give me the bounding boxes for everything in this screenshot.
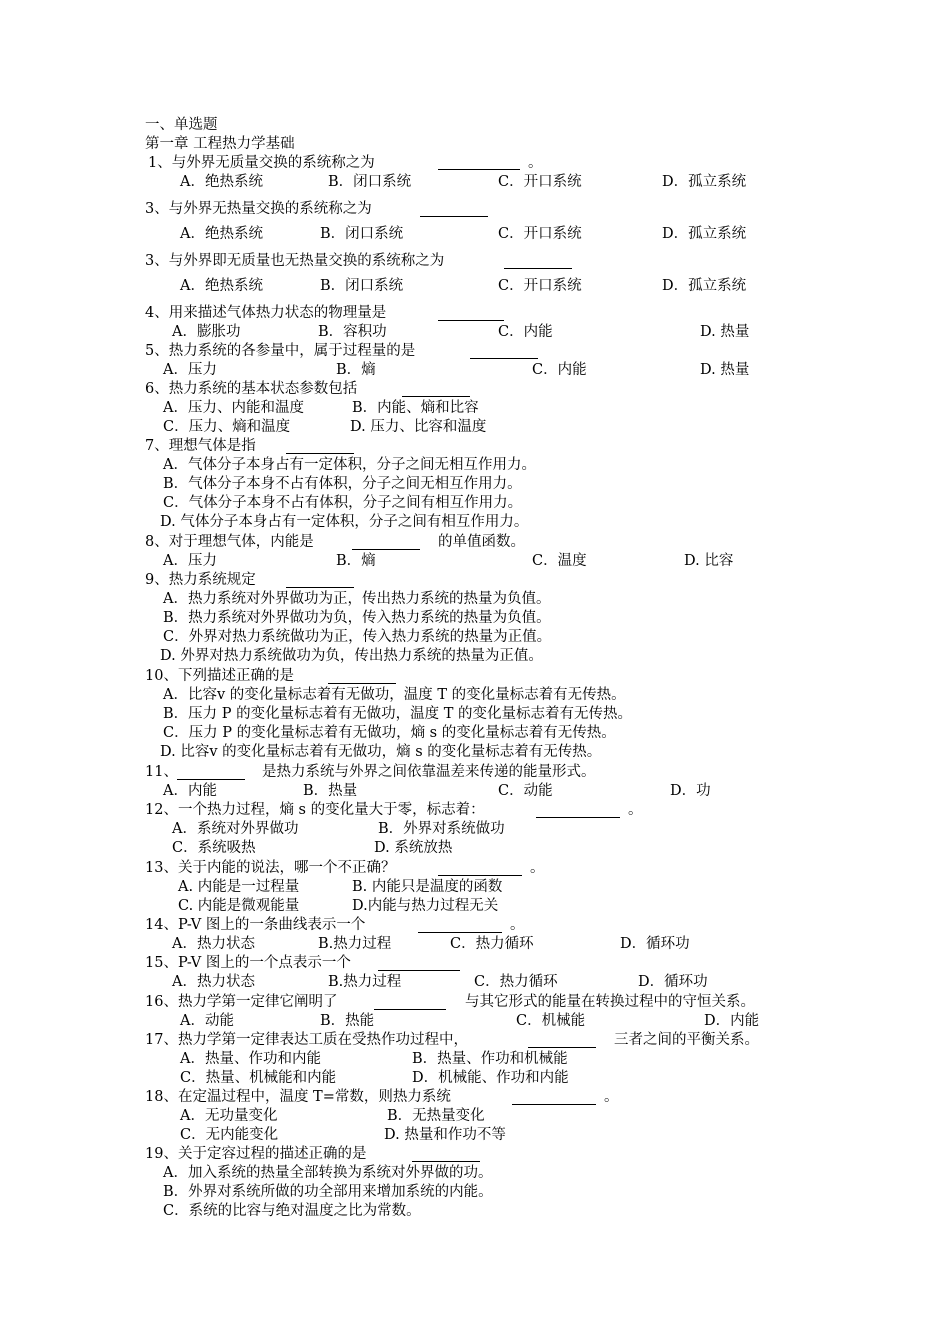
option-c: C．系统吸热 [172, 840, 256, 856]
option-c: C．气体分子本身不占有体积，分子之间有相互作用力。 [163, 495, 523, 511]
option-d: D. 压力、比容和温度 [350, 419, 487, 435]
option-d: D.内能与热力过程无关 [352, 898, 499, 914]
answer-blank [374, 1008, 446, 1010]
question-11-stem: 11、 [145, 764, 178, 780]
option-a: A．系统对外界做功 [172, 821, 299, 837]
option-a: A．无功量变化 [180, 1108, 278, 1124]
answer-blank [536, 816, 620, 818]
option-d: D．功 [670, 783, 711, 799]
option-c: C. 内能是微观能量 [178, 898, 300, 914]
option-b: B．闭口系统 [328, 174, 412, 190]
question-10-stem: 10、下列描述正确的是 [145, 668, 294, 684]
question-1-tail: 。 [528, 155, 543, 171]
option-d: D. 热量 [700, 324, 750, 340]
question-2-stem: 3、与外界无热量交换的系统称之为 [145, 201, 372, 217]
option-a: A．绝热系统 [180, 174, 263, 190]
option-d: D. 热量和作功不等 [384, 1127, 506, 1143]
option-b: B．外界对系统所做的功全部用来增加系统的内能。 [163, 1184, 493, 1200]
option-d: D. 比容 [684, 553, 734, 569]
question-3-stem: 3、与外界即无质量也无热量交换的系统称之为 [145, 253, 445, 269]
question-18-stem: 18、在定温过程中，温度 T=常数，则热力系统 [145, 1089, 451, 1105]
question-14-tail: 。 [510, 917, 525, 933]
option-b: B．热量 [303, 783, 358, 799]
answer-blank [438, 168, 520, 170]
option-d: D．孤立系统 [662, 226, 747, 242]
answer-blank [420, 215, 488, 217]
option-a: A．压力 [163, 553, 217, 569]
question-1-stem: 1、与外界无质量交换的系统称之为 [148, 155, 375, 171]
chapter-title: 第一章 工程热力学基础 [145, 136, 295, 152]
question-12-stem: 12、一个热力过程，熵 s 的变化量大于零，标志着： [145, 802, 485, 818]
option-d: D. 外界对热力系统做功为负，传出热力系统的热量为正值。 [160, 648, 543, 664]
option-c: C．热力循环 [450, 936, 534, 952]
option-d: D. 系统放热 [374, 840, 453, 856]
option-c: C．机械能 [516, 1013, 586, 1029]
answer-blank [286, 452, 354, 454]
question-4-stem: 4、用来描述气体热力状态的物理量是 [145, 305, 387, 321]
option-b: B．内能、熵和比容 [352, 400, 479, 416]
option-a: A．内能 [163, 783, 217, 799]
question-14-stem: 14、P-V 图上的一条曲线表示一个 [145, 917, 366, 933]
question-13-stem: 13、关于内能的说法，哪一个不正确？ [145, 860, 396, 876]
answer-blank [402, 395, 470, 397]
option-a: A．压力 [163, 362, 217, 378]
option-c: C．温度 [532, 553, 587, 569]
question-13-tail: 。 [530, 860, 545, 876]
option-c: C．开口系统 [498, 174, 582, 190]
option-a: A．绝热系统 [180, 278, 263, 294]
question-19-stem: 19、关于定容过程的描述正确的是 [145, 1146, 367, 1162]
option-a: A．热力状态 [172, 936, 255, 952]
option-c: C．压力 P 的变化量标志着有无做功，熵 s 的变化量标志着有无传热。 [163, 725, 616, 741]
option-c: C．内能 [532, 362, 587, 378]
question-17-stem: 17、热力学第一定律表达工质在受热作功过程中， [145, 1032, 468, 1048]
option-d: D．孤立系统 [662, 174, 747, 190]
option-a: A．比容v 的变化量标志着有无做功，温度 T 的变化量标志着有无传热。 [163, 687, 626, 703]
option-a: A．气体分子本身占有一定体积，分子之间无相互作用力。 [163, 457, 536, 473]
option-b: B．压力 P 的变化量标志着有无做功，温度 T 的变化量标志着有无传热。 [163, 706, 633, 722]
option-a: A．热力系统对外界做功为正，传出热力系统的热量为负值。 [163, 591, 551, 607]
option-a: A．绝热系统 [180, 226, 263, 242]
option-c: C．开口系统 [498, 278, 582, 294]
option-b: B．容积功 [318, 324, 387, 340]
option-a: A．热量、作功和内能 [180, 1051, 321, 1067]
option-c: C．外界对热力系统做功为正，传入热力系统的热量为正值。 [163, 629, 552, 645]
option-a: A．加入系统的热量全部转换为系统对外界做的功。 [163, 1165, 493, 1181]
answer-blank [470, 357, 538, 359]
option-c: C．热力循环 [474, 974, 558, 990]
answer-blank [438, 319, 504, 321]
question-16-stem: 16、热力学第一定律它阐明了 [145, 994, 338, 1010]
option-a: A．压力、内能和温度 [163, 400, 304, 416]
answer-blank [438, 874, 522, 876]
option-b: B.热力过程 [328, 974, 402, 990]
question-6-stem: 6、热力系统的基本状态参数包括 [145, 381, 358, 397]
option-c: C．系统的比容与绝对温度之比为常数。 [163, 1203, 421, 1219]
option-c: C．无内能变化 [180, 1127, 279, 1143]
answer-blank [412, 1160, 480, 1162]
option-b: B．热能 [320, 1013, 375, 1029]
option-d: D. 气体分子本身占有一定体积，分子之间有相互作用力。 [160, 514, 529, 530]
option-b: B．无热量变化 [387, 1108, 485, 1124]
option-b: B.热力过程 [318, 936, 392, 952]
question-18-tail: 。 [604, 1089, 619, 1105]
section-title: 一、单选题 [145, 117, 218, 133]
answer-blank [328, 682, 396, 684]
question-17-tail: 三者之间的平衡关系。 [614, 1032, 759, 1048]
option-c: C．热量、机械能和内能 [180, 1070, 337, 1086]
answer-blank [418, 931, 502, 933]
option-a: A．膨胀功 [172, 324, 241, 340]
option-d: D．机械能、作功和内能 [412, 1070, 569, 1086]
question-12-tail: 。 [628, 802, 643, 818]
option-b: B．闭口系统 [320, 226, 404, 242]
answer-blank [286, 586, 354, 588]
option-c: C．动能 [498, 783, 553, 799]
option-b: B．气体分子本身不占有体积，分子之间无相互作用力。 [163, 476, 522, 492]
option-a: A．热力状态 [172, 974, 255, 990]
option-b: B．热量、作功和机械能 [412, 1051, 568, 1067]
option-b: B．熵 [336, 553, 376, 569]
option-c: C．内能 [498, 324, 553, 340]
option-b: B. 内能只是温度的函数 [352, 879, 503, 895]
question-15-stem: 15、P-V 图上的一个点表示一个 [145, 955, 351, 971]
answer-blank [352, 548, 420, 550]
option-d: D．内能 [704, 1013, 760, 1029]
option-a: A．动能 [180, 1013, 234, 1029]
option-d: D. 热量 [700, 362, 750, 378]
answer-blank [512, 1103, 596, 1105]
option-b: B．热力系统对外界做功为负，传入热力系统的热量为负值。 [163, 610, 551, 626]
answer-blank [504, 267, 572, 269]
option-b: B．熵 [336, 362, 376, 378]
question-5-stem: 5、热力系统的各参量中，属于过程量的是 [145, 343, 416, 359]
question-9-stem: 9、热力系统规定 [145, 572, 256, 588]
answer-blank [528, 1046, 596, 1048]
option-b: B．闭口系统 [320, 278, 404, 294]
question-8-tail: 的单值函数。 [438, 534, 525, 550]
question-7-stem: 7、理想气体是指 [145, 438, 256, 454]
option-d: D．循环功 [620, 936, 690, 952]
option-c: C．压力、熵和温度 [163, 419, 291, 435]
option-b: B．外界对系统做功 [378, 821, 505, 837]
question-16-tail: 与其它形式的能量在转换过程中的守恒关系。 [465, 994, 755, 1010]
option-c: C．开口系统 [498, 226, 582, 242]
option-d: D．孤立系统 [662, 278, 747, 294]
option-a: A. 内能是一过程量 [178, 879, 300, 895]
answer-blank [177, 778, 245, 780]
option-d: D. 比容v 的变化量标志着有无做功，熵 s 的变化量标志着有无传热。 [160, 744, 602, 760]
option-d: D．循环功 [638, 974, 708, 990]
question-8-stem: 8、对于理想气体，内能是 [145, 534, 314, 550]
question-11-tail: 是热力系统与外界之间依靠温差来传递的能量形式。 [262, 764, 596, 780]
answer-blank [378, 969, 460, 971]
